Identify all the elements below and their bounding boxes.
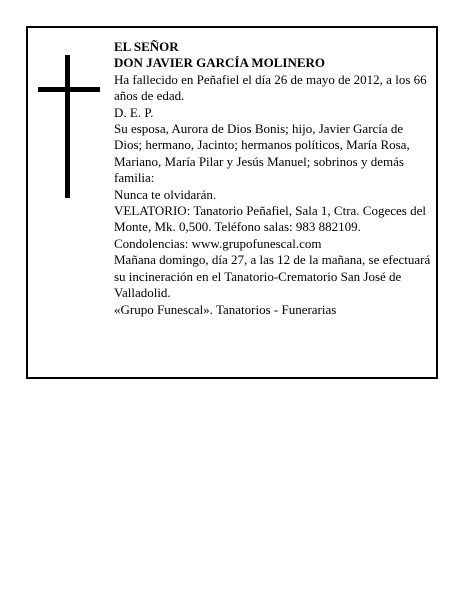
obituary-title-line1: EL SEÑOR bbox=[114, 39, 179, 54]
cross-icon bbox=[38, 55, 100, 198]
wake-info: VELATORIO: Tanatorio Peñafiel, Sala 1, Ctra. Cogeces del Monte, Mk. 0,500. Teléfono salas: 983 882109. Condolencias: www.grupofunescal.com bbox=[114, 203, 426, 251]
family-list: Su esposa, Aurora de Dios Bonis; hijo, Javier García de Dios; hermano, Jacinto; hermanos políticos, María Rosa, Mariano, María Pilar y Jesús Manuel; sobrinos y demás familia: bbox=[114, 121, 410, 186]
obituary-text bbox=[114, 39, 432, 318]
cross-horizontal-bar bbox=[38, 87, 100, 92]
farewell-text: Nunca te olvidarán. bbox=[114, 186, 217, 202]
funeral-company: «Grupo Funescal». Tanatorios - Funerarias bbox=[114, 301, 337, 317]
cremation-info: Mañana domingo, día 27, a las 12 de la mañana, se efectuará su incineración en el Tanatorio-Crematorio San José de Valladolid. bbox=[114, 252, 431, 301]
obituary-notice bbox=[26, 26, 438, 379]
rip-text: D. E. P. bbox=[114, 104, 154, 120]
cross-vertical-bar bbox=[65, 55, 70, 198]
deceased-name: DON JAVIER GARCÍA MOLINERO bbox=[114, 55, 326, 71]
death-info: Ha fallecido en Peñafiel el día 26 de mayo de 2012, a los 66 años de edad. bbox=[114, 71, 427, 104]
